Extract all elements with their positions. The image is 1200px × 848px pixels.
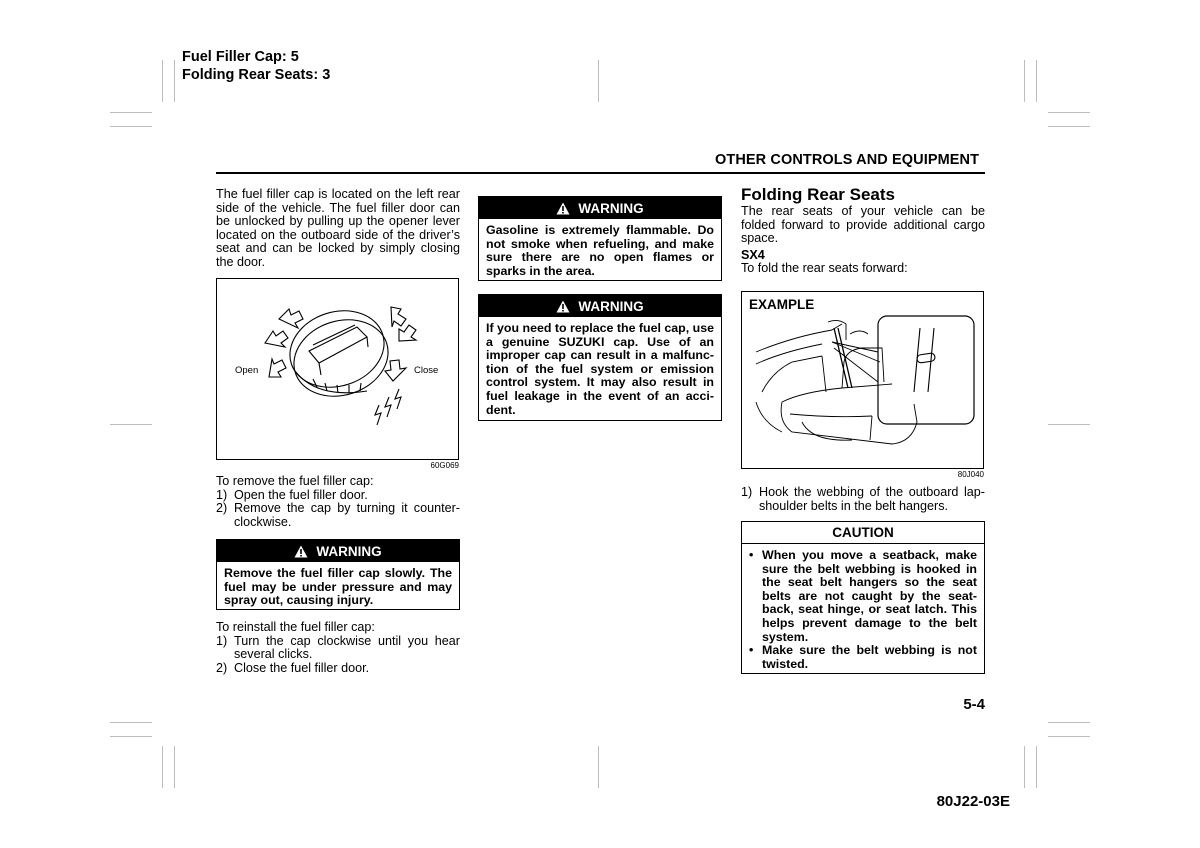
folding-seats-section [741,185,985,276]
remove-heading: To remove the fuel filler cap: [216,474,374,488]
header-topic: Fuel Filler Cap: 5 [182,49,299,65]
figure-code: 80J040 [957,470,984,479]
fuel-cap-figure [216,278,459,460]
warning-box [478,196,722,281]
paragraph: The rear seats of your vehicle can be folded forward to provide additional cargo space. [741,204,985,246]
header-topics [182,48,330,84]
step-number: 2) [216,660,228,675]
step-text: Hook the webbing of the outboard lap-shoulder belts in the belt hangers. [759,485,985,513]
step-number: 1) [741,485,753,499]
reinstall-instructions [216,621,460,675]
warning-text: Gasoline is extremely flammable. Do not smoke when refueling, and make sure there are no open flames or sparks in the area. [486,223,714,278]
warning-title: WARNING [578,200,644,216]
warning-box [216,539,460,610]
rear-seat-figure [741,291,984,469]
step-text: Turn the cap clockwise until you hear several clicks. [234,633,460,662]
list-item [216,502,460,529]
section-title: OTHER CONTROLS AND EQUIPMENT [715,152,980,168]
warning-header [479,197,721,219]
caution-text: When you move a seatback, make sure the belt webbing is hooked in the seat belt hangers so the seat belts are not caught by the seat-back, seat hinge, or seat latch. This helps prevent damage to the belt system. [762,548,977,644]
bullet: • [749,548,754,562]
figure-label-close: Close [414,365,439,376]
section-heading: Folding Rear Seats [741,185,895,204]
list-item [216,489,460,503]
warning-triangle-icon [556,300,570,313]
warning-header [217,540,459,562]
caution-box [741,521,985,674]
step-text: Close the fuel filler door. [234,660,370,675]
page-number: 5-4 [963,696,985,713]
list-item [749,644,977,671]
warning-header [479,295,721,317]
caution-title: CAUTION [742,522,984,544]
figure-code: 60G069 [430,461,459,470]
fold-steps [741,486,985,513]
header-rule [216,172,985,174]
warning-box [478,294,722,421]
list-item [216,635,460,662]
caution-text: Make sure the belt webbing is not twisted. [762,643,977,671]
fuel-cap-illustration [217,279,458,459]
warning-text: Remove the fuel filler cap slowly. The fuel may be under pressure and may spray out, causing injury. [224,566,452,608]
list-item [749,549,977,644]
header-topic: Folding Rear Seats: 3 [182,67,331,83]
remove-instructions [216,475,460,529]
warning-title: WARNING [316,543,382,559]
paragraph: The fuel filler cap is located on the left rear side of the vehicle. The fuel filler door can be unlocked by pulling up the opener lever located on the outboard side of the driver’s seat and can be locked by simply closing the door. [216,187,460,269]
list-item [741,486,985,513]
figure-label: EXAMPLE [749,297,815,312]
fuel-cap-intro [216,188,460,270]
fold-heading: To fold the rear seats forward: [741,261,908,276]
caution-list [742,544,984,675]
model-label: SX4 [741,247,765,262]
figure-label-open: Open [235,365,259,376]
warning-triangle-icon [294,545,308,558]
list-item [216,662,460,676]
warning-text: If you need to replace the fuel cap, use a genuine SUZUKI cap. Use of an improper cap can result in a malfunc-tion of the fuel system or emission control system. It may also result in fuel leakage in the event of an acci-dent. [486,321,714,417]
step-number: 2) [216,501,228,516]
step-text: Remove the cap by turning it counter-clockwise. [234,501,460,529]
reinstall-heading: To reinstall the fuel filler cap: [216,620,375,634]
warning-title: WARNING [578,298,644,314]
warning-triangle-icon [556,202,570,215]
step-number: 1) [216,633,228,648]
step-text: Open the fuel filler door. [234,487,368,502]
rear-seat-illustration [742,292,983,468]
step-number: 1) [216,487,228,502]
document-code: 80J22-03E [936,793,1010,810]
bullet: • [749,643,754,658]
